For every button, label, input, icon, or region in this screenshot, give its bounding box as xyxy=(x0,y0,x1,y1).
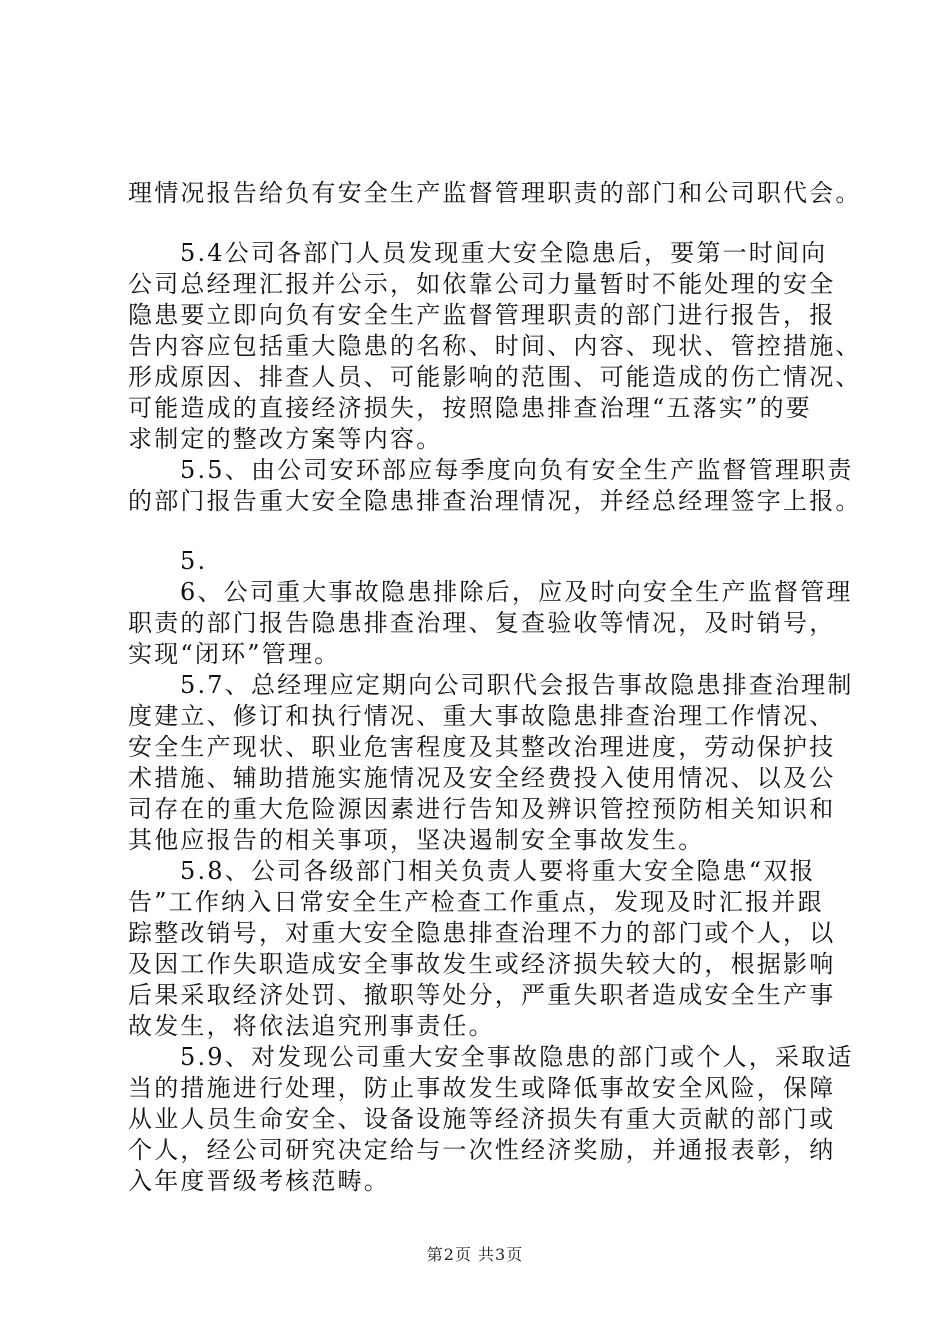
text-line: 告内容应包括重大隐患的名称、时间、内容、现状、管控措施、 xyxy=(128,332,862,360)
text-line: 5.9、对发现公司重大安全事故隐患的部门或个人，采取适 xyxy=(180,1043,854,1071)
text-line: 个人，经公司研究决定给与一次性经济奖励，并通报表彰，纳 xyxy=(128,1136,836,1164)
text-line: 司存在的重大危险源因素进行告知及辨识管控预防相关知识和 xyxy=(128,795,836,823)
text-line: 5.4公司各部门人员发现重大安全隐患后，要第一时间向 xyxy=(180,239,828,267)
text-line: 从业人员生命安全、设备设施等经济损失有重大贡献的部门或 xyxy=(128,1105,836,1133)
text-line: 5.7、总经理应定期向公司职代会报告事故隐患排查治理制 xyxy=(180,671,854,699)
text-line: 及因工作失职造成安全事故发生或经济损失较大的，根据影响 xyxy=(128,950,836,978)
text-line: 公司总经理汇报并公示，如依靠公司力量暂时不能处理的安全 xyxy=(128,270,836,298)
text-line: 实现“闭环”管理。 xyxy=(128,640,341,668)
text-line: 5.8、公司各级部门相关负责人要将重大安全隐患“双报 xyxy=(180,857,816,885)
text-line: 安全生产现状、职业危害程度及其整改治理进度，劳动保护技 xyxy=(128,733,836,761)
text-line: 6、公司重大事故隐患排除后，应及时向安全生产监督管理 xyxy=(180,578,853,606)
text-line: 职责的部门报告隐患排查治理、复查验收等情况，及时销号， xyxy=(128,609,836,637)
text-line: 告”工作纳入日常安全生产检查工作重点，发现及时汇报并跟 xyxy=(128,888,824,916)
text-line: 故发生，将依法追究刑事责任。 xyxy=(128,1012,495,1040)
text-line: 理情况报告给负有安全生产监督管理职责的部门和公司职代会。 xyxy=(128,179,862,207)
text-line: 入年度晋级考核范畴。 xyxy=(128,1167,390,1195)
text-line: 其他应报告的相关事项，坚决遏制安全事故发生。 xyxy=(128,826,705,854)
text-line: 踪整改销号，对重大安全隐患排查治理不力的部门或个人，以 xyxy=(128,919,836,947)
text-line: 形成原因、排查人员、可能影响的范围、可能造成的伤亡情况、 xyxy=(128,363,862,391)
text-line: 隐患要立即向负有安全生产监督管理职责的部门进行报告，报 xyxy=(128,301,836,329)
text-line: 求制定的整改方案等内容。 xyxy=(128,425,443,453)
text-line: 后果采取经济处罚、撤职等处分，严重失职者造成安全生产事 xyxy=(128,981,836,1009)
text-line: 可能造成的直接经济损失，按照隐患排查治理“五落实”的要 xyxy=(128,394,812,422)
text-line: 度建立、修订和执行情况、重大事故隐患排查治理工作情况、 xyxy=(128,702,836,730)
text-line: 5.5、由公司安环部应每季度向负有安全生产监督管理职责 xyxy=(180,456,854,484)
text-line: 当的措施进行处理，防止事故发生或降低事故安全风险，保障 xyxy=(128,1074,836,1102)
text-line: 的部门报告重大安全隐患排查治理情况，并经总经理签字上报。 xyxy=(128,487,862,515)
page-number-footer: 第2页 共3页 xyxy=(426,1245,524,1264)
text-line: 5. xyxy=(180,547,208,575)
text-line: 术措施、辅助措施实施情况及安全经费投入使用情况、以及公 xyxy=(128,764,836,792)
